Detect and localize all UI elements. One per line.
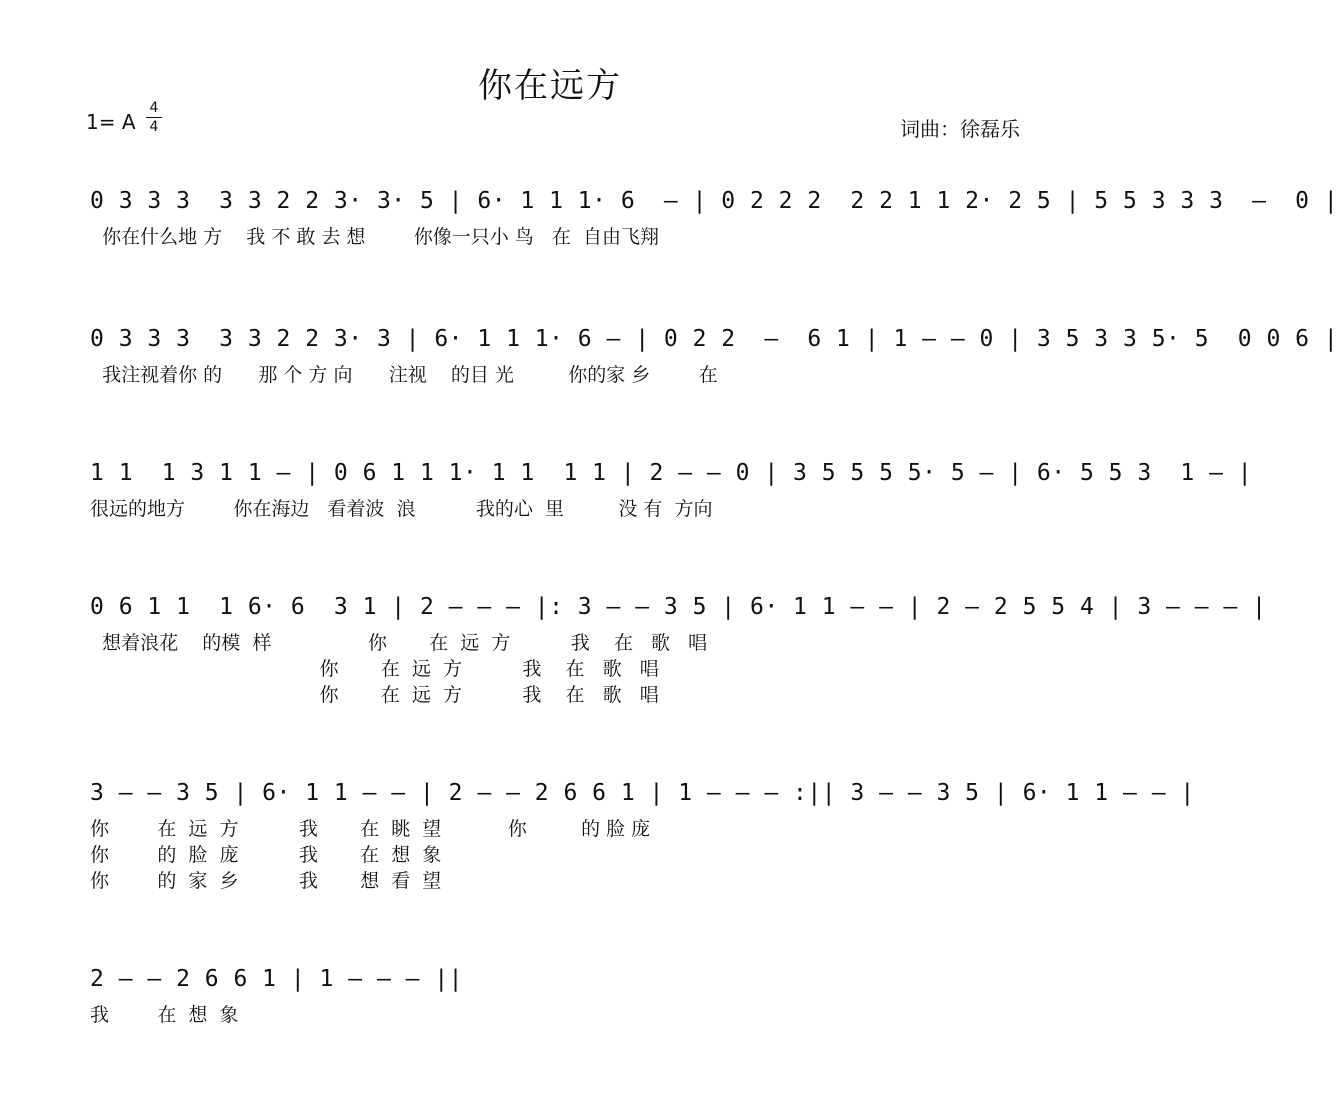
meter-divider [146,117,162,118]
notation-line: 0 6 1 1 1 6· 6 3 1 | 2 — — — |: 3 — — 3 5 | 6· 1 1 — — | 2 — 2 5 5 4 | 3 — — — | [90,594,1267,620]
score-row-4 [90,594,1267,724]
meter-bottom: 4 [149,119,159,135]
score-row-3 [90,460,1253,590]
key-signature: 1= A [86,110,136,134]
lyric-line: 我 在 想 象 [90,1004,239,1026]
lyric-line: 你 在 远 方 我 在 眺 望 你 的 脸 庞 [90,818,651,840]
notation-line: 2 — — 2 6 6 1 | 1 — — — || [90,966,464,992]
score-row-5 [90,780,1195,910]
lyric-line: 你 在 远 方 我 在 歌 唱 [90,684,659,706]
page-title: 你在远方 [478,66,622,106]
lyric-line: 你 在 远 方 我 在 歌 唱 [90,658,659,680]
score-row-2 [90,326,1338,456]
notation-line: 0 3 3 3 3 3 2 2 3· 3· 5 | 6· 1 1 1· 6 — | 0 2 2 2 2 2 1 1 2· 2 5 | 5 5 3 3 3 — 0 | [90,188,1338,214]
lyric-line: 我注视着你 的 那 个 方 向 注视 的目 光 你的家 乡 在 [90,364,718,386]
score-row-1 [90,188,1338,318]
time-signature [146,100,162,135]
score-row-6 [90,966,1030,1096]
composer-credit: 词曲：徐磊乐 [900,117,1020,141]
lyric-line: 你在什么地 方 我 不 敢 去 想 你像一只小 鸟 在 自由飞翔 [90,226,659,248]
lyric-line: 很远的地方 你在海边 看着波 浪 我的心 里 没 有 方向 [90,498,713,520]
notation-line: 1 1 1 3 1 1 — | 0 6 1 1 1· 1 1 1 1 | 2 — — 0 | 3 5 5 5 5· 5 — | 6· 5 5 3 1 — | [90,460,1253,486]
lyric-line: 你 的 脸 庞 我 在 想 象 [90,844,442,866]
lyric-line: 想着浪花 的模 样 你 在 远 方 我 在 歌 唱 [90,632,708,654]
notation-line: 3 — — 3 5 | 6· 1 1 — — | 2 — — 2 6 6 1 | 1 — — — :|| 3 — — 3 5 | 6· 1 1 — — | [90,780,1195,806]
meter-top: 4 [149,100,159,116]
notation-line: 0 3 3 3 3 3 2 2 3· 3 | 6· 1 1 1· 6 — | 0 2 2 — 6 1 | 1 — — 0 | 3 5 3 3 5· 5 0 0 6 | [90,326,1338,352]
lyric-line: 你 的 家 乡 我 想 看 望 [90,870,442,892]
